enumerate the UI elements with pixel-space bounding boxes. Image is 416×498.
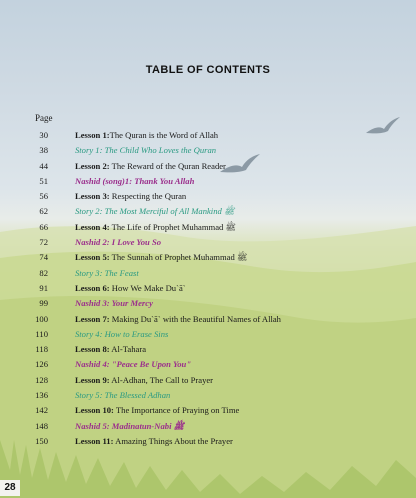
- toc-entry-title: Lesson 5: The Sunnah of Prophet Muhammad ﷺ: [75, 252, 248, 263]
- toc-page-number: 136: [35, 390, 48, 401]
- toc-entry-title: Lesson 11: Amazing Things About the Prayer: [75, 435, 233, 446]
- toc-page-number: 51: [39, 175, 48, 186]
- toc-entry-title: Lesson 9: Al-Adhan, The Call to Prayer: [75, 374, 214, 385]
- toc-page-number: 118: [35, 344, 48, 355]
- toc-entry-title: Lesson 1:The Quran is the Word of Allah: [75, 130, 219, 140]
- toc-entry-title: Story 3: The Feast: [75, 267, 139, 278]
- toc-entry-title: Lesson 3: Respecting the Quran: [75, 191, 187, 202]
- toc-entry[interactable]: [0, 373, 416, 388]
- toc-entry[interactable]: [0, 159, 416, 174]
- toc-entry-title: Lesson 7: Making Du`ā` with the Beautiful Names of Allah: [75, 313, 281, 324]
- toc-page-number: 91: [39, 282, 48, 293]
- toc-entry-title: Nashid 2: I Love You So: [75, 237, 162, 248]
- toc-list: [0, 128, 416, 449]
- toc-entry[interactable]: [0, 312, 416, 327]
- toc-entry[interactable]: [0, 143, 416, 158]
- toc-page-number: 66: [39, 221, 48, 232]
- toc-entry-title: Nashid 3: Your Mercy: [75, 298, 153, 309]
- toc-page-number: 38: [39, 145, 48, 156]
- toc-page-number: 128: [35, 374, 48, 385]
- toc-entry[interactable]: [0, 220, 416, 235]
- toc-entry[interactable]: [0, 189, 416, 204]
- toc-entry[interactable]: [0, 128, 416, 143]
- toc-entry[interactable]: [0, 388, 416, 403]
- toc-page-number: 99: [39, 298, 48, 309]
- page-column-header: Page: [35, 113, 53, 123]
- toc-entry[interactable]: [0, 266, 416, 281]
- toc-entry-title: Lesson 6: How We Make Du`ā`: [75, 282, 186, 293]
- toc-entry[interactable]: [0, 250, 416, 265]
- toc-page-number: 72: [39, 237, 48, 248]
- toc-entry[interactable]: [0, 281, 416, 296]
- toc-page-number: 110: [35, 328, 48, 339]
- page-number: 28: [0, 480, 20, 496]
- toc-page-number: 142: [35, 405, 48, 416]
- page-title: TABLE OF CONTENTS: [145, 64, 271, 76]
- toc-entry[interactable]: [0, 419, 416, 434]
- toc-page-number: 30: [39, 130, 48, 140]
- toc-entry-title: Lesson 4: The Life of Prophet Muhammad ﷺ: [75, 221, 236, 232]
- toc-entry[interactable]: [0, 342, 416, 357]
- toc-entry-title: Nashid 4: "Peace Be Upon You": [75, 359, 192, 370]
- toc-page-number: 74: [39, 252, 48, 263]
- toc-entry[interactable]: [0, 204, 416, 219]
- toc-entry-title: Story 2: The Most Merciful of All Mankind ﷺ: [75, 206, 235, 217]
- toc-entry-title: Lesson 8: Al-Tahara: [75, 344, 147, 355]
- toc-entry[interactable]: [0, 357, 416, 372]
- toc-entry-title: Lesson 10: The Importance of Praying on Time: [75, 405, 240, 416]
- toc-entry[interactable]: [0, 296, 416, 311]
- toc-entry[interactable]: [0, 403, 416, 418]
- toc-entry-title: Lesson 2: The Reward of the Quran Reader: [75, 160, 226, 171]
- toc-page-number: 82: [39, 267, 48, 278]
- toc-entry-title: Story 1: The Child Who Loves the Quran: [75, 145, 217, 156]
- toc-entry[interactable]: [0, 174, 416, 189]
- toc-page-number: 126: [35, 359, 48, 370]
- toc-entry[interactable]: [0, 235, 416, 250]
- toc-page-number: 62: [39, 206, 48, 217]
- toc-entry-title: Story 4: How to Erase Sins: [75, 328, 169, 339]
- toc-page-number: 150: [35, 435, 48, 446]
- toc-entry-title: Nashid 5: Madinatun-Nabi ﷺ: [75, 420, 185, 431]
- toc-entry-title: Nashid (song)1: Thank You Allah: [75, 175, 195, 186]
- toc-page-number: 56: [39, 191, 48, 202]
- toc-entry[interactable]: [0, 434, 416, 449]
- toc-entry[interactable]: [0, 327, 416, 342]
- toc-entry-title: Story 5: The Blessed Adhan: [75, 390, 171, 401]
- toc-page-number: 100: [35, 313, 48, 324]
- toc-page-number: 148: [35, 420, 48, 431]
- toc-page-number: 44: [39, 160, 48, 171]
